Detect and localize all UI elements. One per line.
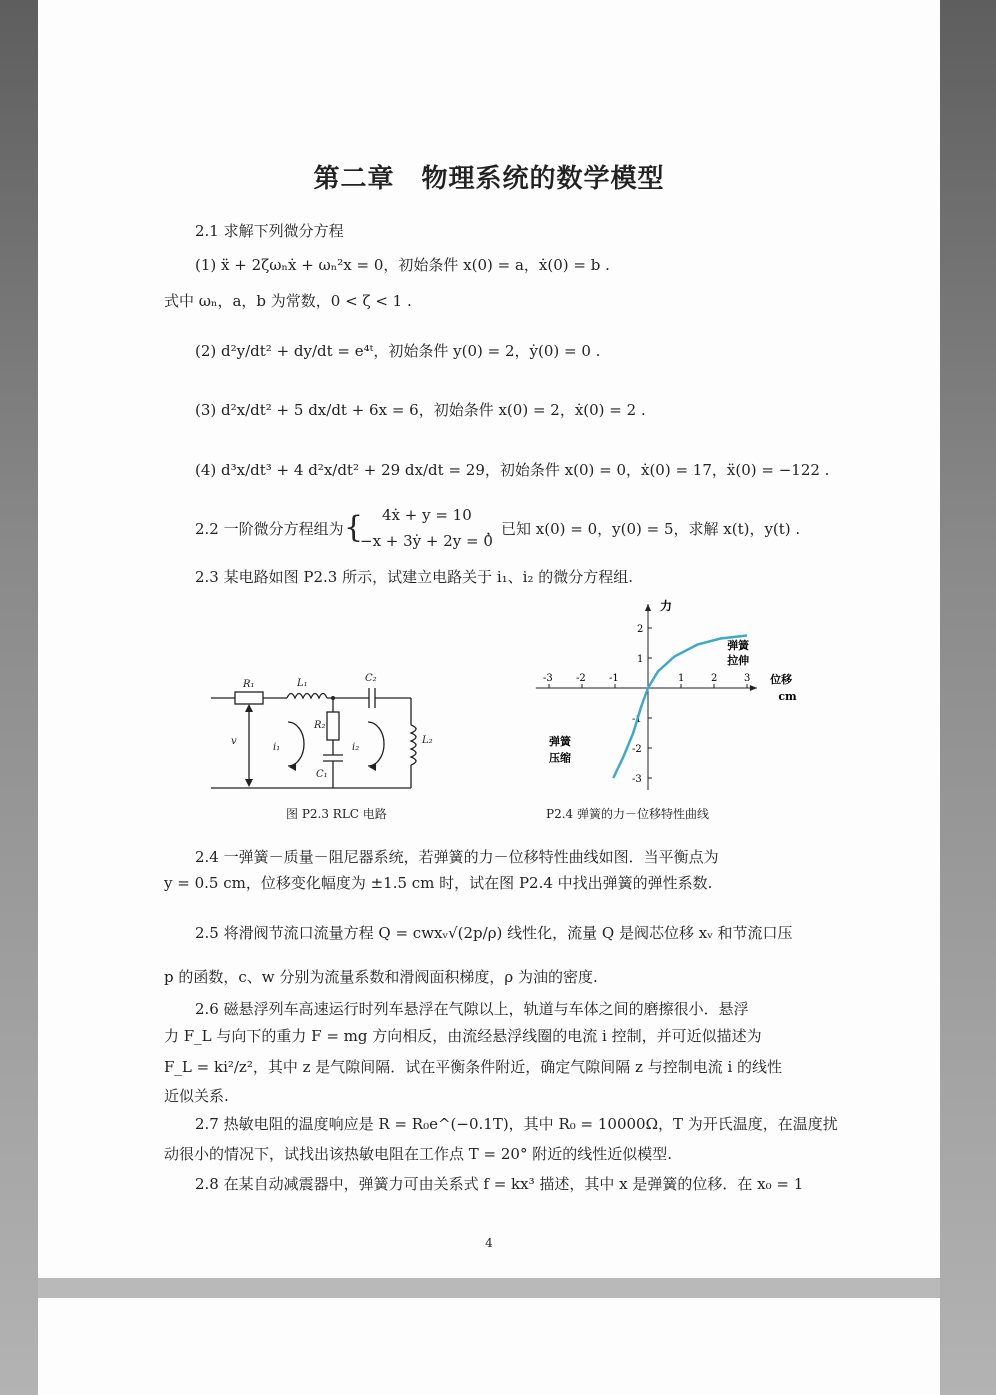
problem-2-6-d: 近似关系.	[164, 1087, 229, 1105]
brace: {	[344, 510, 364, 545]
annotation-compress-1: 弹簧	[549, 735, 571, 748]
next-page	[38, 1298, 940, 1395]
problem-2-8: 2.8 在某自动减震器中，弹簧力可由关系式 f = kx³ 描述，其中 x 是弹簧的位移．在 x₀ = 1	[195, 1175, 804, 1193]
problem-2-6-c: F_L = ki²/z²，其中 z 是气隙间隔．试在平衡条件附近，确定气隙间隔 z 与控制电流 i 的线性	[164, 1058, 783, 1076]
problem-2-1-3: (3) d²x/dt² + 5 dx/dt + 6x = 6，初始条件 x(0) = 2，ẋ(0) = 2 .	[195, 401, 646, 419]
label-l2: L₂	[422, 735, 433, 746]
annotation-compress-2: 压缩	[549, 751, 571, 765]
x-tick-label: 2	[711, 673, 718, 684]
problem-2-2-tail: ，已知 x(0) = 0，y(0) = 5，求解 x(t)，y(t) .	[486, 520, 801, 538]
annotation-stretch-1: 弹簧	[727, 639, 750, 652]
problem-2-1-1-note: 式中 ωₙ，a，b 为常数，0 < ζ < 1 .	[164, 292, 412, 310]
problem-2-1-4: (4) d³x/dt³ + 4 d²x/dt² + 29 dx/dt = 29，初始条件 x(0) = 0，ẋ(0) = 17，ẍ(0) = −122 .	[195, 461, 830, 479]
annotation-stretch-2: 拉伸	[727, 654, 750, 667]
page-number: 4	[485, 1236, 493, 1250]
label-i1: i₁	[273, 742, 281, 753]
label-c1: C₁	[316, 769, 328, 780]
problem-2-1: 2.1 求解下列微分方程	[195, 222, 344, 240]
label-l1: L₁	[297, 678, 308, 689]
x-tick-label: -1	[609, 673, 619, 684]
x-tick-label: -3	[543, 673, 553, 684]
problem-2-4-a: 2.4 一弹簧－质量－阻尼器系统，若弹簧的力－位移特性曲线如图．当平衡点为	[195, 848, 719, 866]
problem-2-5-a: 2.5 将滑阀节流口流量方程 Q = cwxᵥ√(2p/ρ) 线性化，流量 Q 是阀芯位移 xᵥ 和节流口压	[195, 924, 793, 942]
left-edge-shadow	[0, 0, 38, 1395]
problem-2-3: 2.3 某电路如图 P2.3 所示，试建立电路关于 i₁、i₂ 的微分方程组.	[195, 568, 634, 586]
x-tick-label: 1	[678, 673, 685, 684]
x-tick-label: 3	[744, 673, 751, 684]
problem-2-2-eq1: 4ẋ + y = 10	[382, 506, 472, 524]
problem-2-2-lead: 2.2 一阶微分方程组为	[195, 520, 344, 538]
problem-2-7-b: 动很小的情况下，试找出该热敏电阻在工作点 T = 20° 附近的线性近似模型.	[164, 1145, 673, 1163]
chart-ylabel: 力	[660, 599, 673, 613]
problem-2-6-b: 力 F_L 与向下的重力 F = mg 方向相反，由流经悬浮线圈的电流 i 控制，并可近似描述为	[164, 1027, 762, 1045]
label-r2: R₂	[314, 720, 326, 731]
chart-caption: P2.4 弹簧的力－位移特性曲线	[546, 807, 709, 821]
chart-xlabel-2: cm	[778, 690, 797, 703]
problem-2-1-1: (1) ẍ + 2ζωₙẋ + ωₙ²x = 0，初始条件 x(0) = a，ẋ(0) = b .	[195, 256, 610, 274]
page-gap	[38, 1278, 940, 1298]
label-v: v	[231, 736, 237, 747]
problem-2-4-b: y = 0.5 cm，位移变化幅度为 ±1.5 cm 时，试在图 P2.4 中找出弹簧的弹性系数.	[164, 874, 713, 892]
problem-2-1-2: (2) d²y/dt² + dy/dt = e⁴ᵗ，初始条件 y(0) = 2，ẏ(0) = 0 .	[195, 342, 601, 360]
document-page	[38, 0, 940, 1278]
y-tick-label: 2	[637, 624, 644, 635]
y-tick-label: -1	[632, 714, 642, 725]
label-c2: C₂	[365, 673, 377, 684]
problem-2-6-a: 2.6 磁悬浮列车高速运行时列车悬浮在气隙以上，轨道与车体之间的磨擦很小．悬浮	[195, 1000, 749, 1018]
label-i2: i₂	[352, 742, 360, 753]
right-edge-shadow	[940, 0, 996, 1395]
circuit-caption: 图 P2.3 RLC 电路	[286, 807, 387, 821]
y-tick-label: -2	[632, 744, 642, 755]
label-r1: R₁	[243, 679, 255, 690]
chapter-title: 第二章 物理系统的数学模型	[313, 164, 665, 194]
y-tick-label: -3	[632, 774, 642, 785]
x-tick-label: -2	[576, 673, 586, 684]
problem-2-5-b: p 的函数，c、w 分别为流量系数和滑阀面积梯度，ρ 为油的密度.	[164, 968, 598, 986]
problem-2-2-eq2: −x + 3ẏ + 2y = 0	[360, 532, 493, 550]
y-tick-label: 1	[637, 654, 644, 665]
spring-chart	[488, 590, 797, 800]
problem-2-7-a: 2.7 热敏电阻的温度响应是 R = R₀e^(−0.1T)，其中 R₀ = 10000Ω，T 为开氏温度，在温度扰	[195, 1115, 838, 1133]
y-axis-arrow	[645, 604, 651, 611]
x-axis-arrow	[750, 685, 757, 691]
rlc-circuit-figure	[193, 660, 453, 800]
chart-xlabel-1: 位移	[770, 673, 793, 686]
